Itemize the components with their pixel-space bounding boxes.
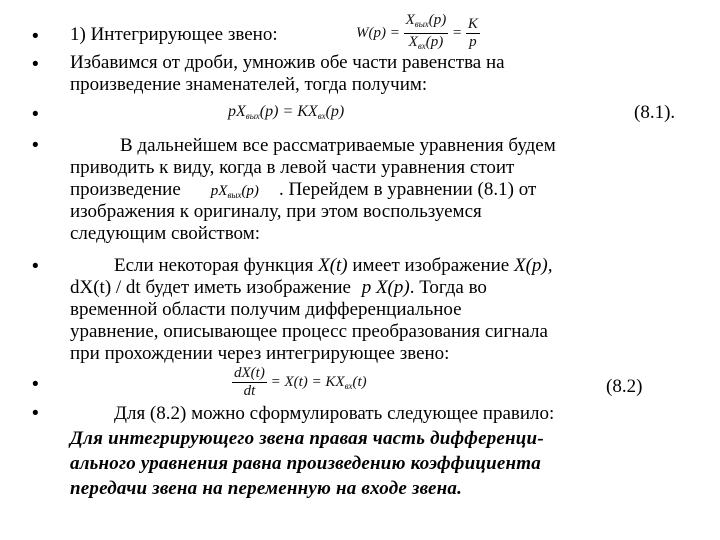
formula1-den1: X <box>408 34 418 50</box>
formula2-mid: (p) = KX <box>259 103 318 120</box>
para4-line4: уравнение, описывающее процесс преобразования сигнала <box>70 321 548 342</box>
bullet-6: • <box>32 374 39 395</box>
para2-line2: произведение знаменателей, тогда получим: <box>70 74 428 95</box>
para2-line1: Избавимся от дроби, умножив обе части равенства на <box>70 52 505 73</box>
formula1-den1-rest: (p) <box>425 34 444 50</box>
formula-8-1 <box>228 103 344 121</box>
para4-line1-b: имеет изображение <box>352 255 510 276</box>
para4-line2-c: . Тогда во <box>409 277 487 298</box>
para4-xt: X(t) <box>318 255 348 276</box>
para3-line4: изображения к оригиналу, при этом воспользуемся <box>70 201 482 222</box>
formula1-den2: p <box>469 34 477 50</box>
formula1-num1-sub: вых <box>414 19 429 29</box>
formula1-frac1 <box>404 12 449 55</box>
formula1-lhs: W(p) = <box>356 24 400 41</box>
formula2-lhs: pX <box>228 103 246 120</box>
para5-line1: Для (8.2) можно сформулировать следующее правило: <box>114 403 555 424</box>
bullet-5: • <box>32 256 39 277</box>
formula3-den: dt <box>243 383 256 399</box>
equation-number-8-2: (8.2) <box>606 376 643 397</box>
para4-line1-a: Если некоторая функция <box>114 255 314 276</box>
bullet-4: • <box>32 135 39 156</box>
para3-line2: приводить к виду, когда в левой части уравнения стоит <box>70 157 515 178</box>
inline-formula-pxout <box>211 183 259 199</box>
para3-line3-a: произведение <box>70 179 181 200</box>
heading-integrating-link: 1) Интегрирующее звено: <box>70 24 278 45</box>
bullet-3: • <box>32 104 39 125</box>
bullet-2: • <box>32 54 39 75</box>
inline-formula-p: pX <box>210 183 228 199</box>
para3-line5: следующим свойством: <box>70 223 260 244</box>
formula2-rhs-sub: вх <box>317 111 326 121</box>
formula-transfer-function <box>356 12 480 55</box>
formula2-rhs: (p) <box>325 103 345 120</box>
para4-line5: при прохождении через интегрирующее звено: <box>70 343 450 364</box>
formula1-den1-sub: вх <box>417 41 426 51</box>
para4-xp: X(p), <box>514 255 553 276</box>
formula1-frac2 <box>466 16 480 51</box>
para4-line1 <box>70 255 690 277</box>
formula-8-2 <box>232 365 367 400</box>
para4-line2-b: будет иметь изображение <box>145 277 351 298</box>
formula3-frac <box>232 365 267 400</box>
formula3-mid: = X(t) = KX <box>270 373 345 390</box>
para4-line2 <box>70 277 690 299</box>
formula1-num2: K <box>467 16 478 32</box>
formula1-num1-rest: (p) <box>428 12 447 28</box>
formula1-eq: = <box>452 24 463 41</box>
equation-number-8-1: (8.1). <box>634 102 676 123</box>
para4-dxdt: dX(t) / dt <box>70 277 141 298</box>
rule-line3: передачи звена на переменную на входе звена. <box>70 478 463 499</box>
para3-line1: В дальнейшем все рассматриваемые уравнения будем <box>120 135 556 156</box>
para3-line3-b: . Перейдем в уравнении (8.1) от <box>278 179 537 200</box>
rule-line1: Для интегрирующего звена правая часть дифференци- <box>70 428 544 449</box>
bullet-7: • <box>32 403 39 424</box>
rule-line2: ального уравнения равна произведению коэффициента <box>70 453 541 474</box>
para4-line3: временной области получим дифференциальное <box>70 299 462 320</box>
inline-formula-rest: (p) <box>241 183 259 199</box>
bullet-1: • <box>32 26 39 47</box>
formula3-num: dX(t) <box>234 365 265 381</box>
formula2-lhs-sub: вых <box>245 111 260 121</box>
formula3-rest: (t) <box>352 373 367 390</box>
inline-formula-sub: вых <box>227 190 242 200</box>
para4-pxp: p X(p) <box>361 277 410 298</box>
formula3-sub: вх <box>344 380 353 391</box>
formula1-num1: X <box>405 12 415 28</box>
